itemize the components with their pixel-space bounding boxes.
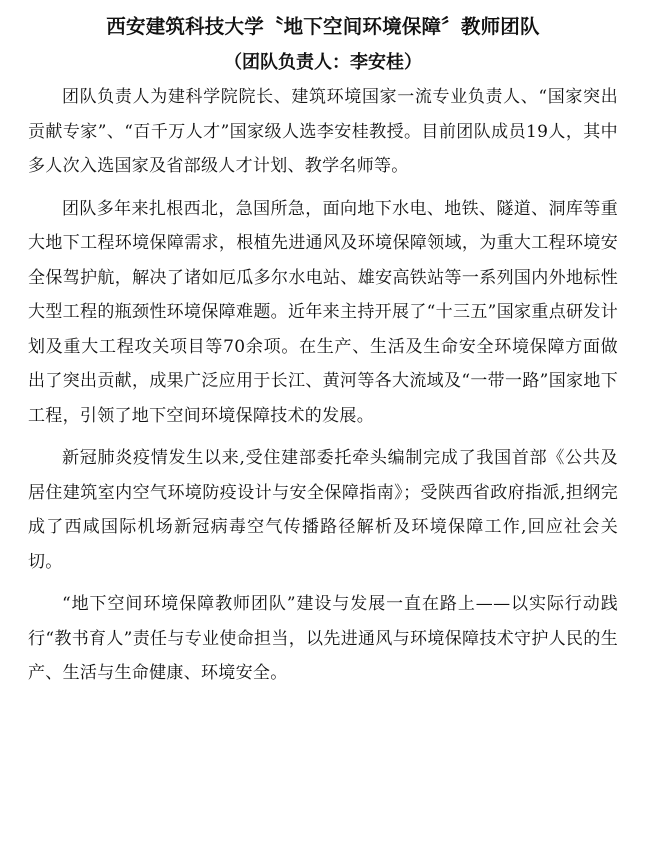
document-subtitle: （团队负责人：李安桂） bbox=[224, 52, 422, 73]
document-title: 西安建筑科技大学〝地下空间环境保障〞教师团队 bbox=[106, 15, 540, 38]
paragraph-leader: 团队负责人为建科学院院长、建筑环境国家一流专业负责人、“国家突出贡献专家”、“百千万人才”国家级人选李安桂教授。目前团队成员19人，其中多人次入选国家及省部级人才计划、教学名师等。 bbox=[28, 87, 618, 176]
paragraph-mission: “地下空间环境保障教师团队”建设与发展一直在路上——以实际行动践行“教书育人”责任与专业使命担当，以先进通风与环境保障技术守护人民的生产、生活与生命健康、环境安全。 bbox=[28, 594, 618, 683]
paragraph-achievements: 团队多年来扎根西北，急国所急，面向地下水电、地铁、隧道、洞库等重大地下工程环境保障需求，根植先进通风及环境保障领域，为重大工程环境安全保驾护航，解决了诸如厄瓜多尔水电站、雄安高铁站等一系列国内外地标性大型工程的瓶颈性环境保障难题。近年来主持开展了“十三五”国家重点研发计划及重大工程攻关项目等70余项。在生产、生活及生命安全环境保障方面做出了突出贡献，成果广泛应用于长江、黄河等各大流域及“一带一路”国家地下工程，引领了地下空间环境保障技术的发展。 bbox=[28, 198, 618, 426]
paragraph-covid-response: 新冠肺炎疫情发生以来,受住建部委托牵头编制完成了我国首部《公共及居住建筑室内空气环境防疫设计与安全保障指南》；受陕西省政府指派,担纲完成了西咸国际机场新冠病毒空气传播路径解析及环境保障工作,回应社会关切。 bbox=[28, 448, 618, 572]
